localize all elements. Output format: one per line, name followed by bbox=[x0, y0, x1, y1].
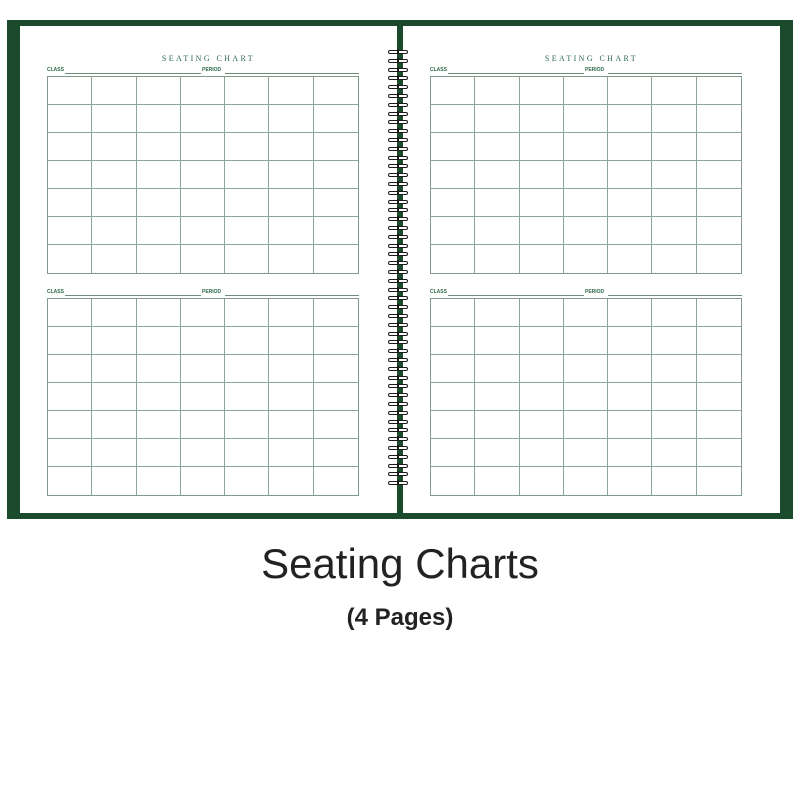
seat-cell bbox=[564, 411, 608, 439]
seat-cell bbox=[48, 133, 92, 161]
spiral-coil bbox=[388, 252, 408, 256]
seat-cell bbox=[225, 327, 269, 355]
seat-cell bbox=[314, 355, 358, 383]
spiral-coil bbox=[388, 226, 408, 230]
seating-chart-section bbox=[47, 66, 359, 74]
spiral-coil bbox=[388, 68, 408, 72]
seat-cell bbox=[181, 189, 225, 217]
chart-fields bbox=[47, 288, 359, 296]
seat-cell bbox=[269, 411, 313, 439]
seat-cell bbox=[431, 383, 475, 411]
seat-cell bbox=[608, 217, 652, 245]
seat-cell bbox=[652, 161, 696, 189]
seat-cell bbox=[314, 411, 358, 439]
seat-cell bbox=[520, 161, 564, 189]
spiral-coil bbox=[388, 323, 408, 327]
seat-cell bbox=[92, 299, 136, 327]
seat-cell bbox=[48, 217, 92, 245]
spiral-coil bbox=[388, 235, 408, 239]
class-line bbox=[65, 295, 201, 296]
seating-chart-section bbox=[430, 66, 742, 74]
spiral-coil bbox=[388, 261, 408, 265]
spiral-coil bbox=[388, 200, 408, 204]
seat-cell bbox=[652, 355, 696, 383]
seat-cell bbox=[314, 217, 358, 245]
period-label: PERIOD bbox=[202, 67, 222, 73]
spiral-coil bbox=[388, 393, 408, 397]
spiral-coil bbox=[388, 420, 408, 424]
seat-cell bbox=[269, 77, 313, 105]
seat-cell bbox=[314, 133, 358, 161]
seat-cell bbox=[269, 105, 313, 133]
seat-cell bbox=[225, 161, 269, 189]
seat-cell bbox=[475, 77, 519, 105]
spiral-coil bbox=[388, 481, 408, 485]
seat-cell bbox=[48, 411, 92, 439]
seat-cell bbox=[269, 383, 313, 411]
spiral-coil bbox=[388, 332, 408, 336]
seat-cell bbox=[269, 355, 313, 383]
seat-cell bbox=[652, 439, 696, 467]
seat-cell bbox=[520, 383, 564, 411]
seat-cell bbox=[137, 133, 181, 161]
spiral-coil bbox=[388, 59, 408, 63]
seat-cell bbox=[225, 467, 269, 495]
seat-cell bbox=[608, 161, 652, 189]
seat-cell bbox=[92, 77, 136, 105]
seat-cell bbox=[697, 327, 741, 355]
seat-cell bbox=[652, 217, 696, 245]
left-page bbox=[20, 26, 397, 513]
seat-cell bbox=[697, 439, 741, 467]
chart-fields bbox=[47, 66, 359, 74]
seat-cell bbox=[564, 105, 608, 133]
seat-cell bbox=[269, 439, 313, 467]
seat-cell bbox=[431, 327, 475, 355]
seat-cell bbox=[137, 245, 181, 273]
class-label: CLASS bbox=[47, 289, 64, 295]
seat-cell bbox=[697, 467, 741, 495]
seat-cell bbox=[48, 383, 92, 411]
class-line bbox=[448, 295, 584, 296]
seat-cell bbox=[48, 245, 92, 273]
seat-cell bbox=[564, 161, 608, 189]
spiral-coil bbox=[388, 244, 408, 248]
seat-cell bbox=[431, 467, 475, 495]
spiral-coil bbox=[388, 156, 408, 160]
seat-cell bbox=[608, 355, 652, 383]
spiral-coil bbox=[388, 270, 408, 274]
seat-cell bbox=[181, 439, 225, 467]
seat-cell bbox=[652, 327, 696, 355]
spiral-coil bbox=[388, 288, 408, 292]
seat-cell bbox=[475, 245, 519, 273]
spiral-coil bbox=[388, 85, 408, 89]
seating-grid bbox=[430, 76, 742, 274]
seat-cell bbox=[431, 245, 475, 273]
spiral-coil bbox=[388, 455, 408, 459]
seat-cell bbox=[608, 299, 652, 327]
seat-cell bbox=[181, 327, 225, 355]
spiral-coil bbox=[388, 279, 408, 283]
seat-cell bbox=[92, 105, 136, 133]
class-label: CLASS bbox=[430, 289, 447, 295]
seat-cell bbox=[431, 189, 475, 217]
seat-cell bbox=[652, 189, 696, 217]
spiral-binding bbox=[384, 50, 412, 490]
seat-cell bbox=[520, 245, 564, 273]
seat-cell bbox=[520, 217, 564, 245]
seat-cell bbox=[697, 133, 741, 161]
seat-cell bbox=[48, 355, 92, 383]
period-label: PERIOD bbox=[585, 289, 605, 295]
page-title: SEATING CHART bbox=[544, 54, 639, 63]
seat-cell bbox=[564, 217, 608, 245]
seat-cell bbox=[652, 77, 696, 105]
seat-cell bbox=[697, 105, 741, 133]
seat-cell bbox=[697, 245, 741, 273]
spiral-coil bbox=[388, 112, 408, 116]
seat-cell bbox=[225, 77, 269, 105]
seat-cell bbox=[475, 299, 519, 327]
seat-cell bbox=[269, 327, 313, 355]
spiral-coil bbox=[388, 349, 408, 353]
seat-cell bbox=[475, 355, 519, 383]
seat-cell bbox=[92, 467, 136, 495]
seat-cell bbox=[564, 299, 608, 327]
spiral-coil bbox=[388, 103, 408, 107]
seat-cell bbox=[564, 327, 608, 355]
seat-cell bbox=[225, 217, 269, 245]
spiral-coil bbox=[388, 173, 408, 177]
seat-cell bbox=[608, 467, 652, 495]
seat-cell bbox=[137, 411, 181, 439]
seat-cell bbox=[520, 189, 564, 217]
seat-cell bbox=[608, 439, 652, 467]
seat-cell bbox=[608, 77, 652, 105]
seat-cell bbox=[137, 355, 181, 383]
spiral-coil bbox=[388, 437, 408, 441]
spiral-coil bbox=[388, 428, 408, 432]
seat-cell bbox=[475, 327, 519, 355]
seat-cell bbox=[181, 383, 225, 411]
spiral-coil bbox=[388, 94, 408, 98]
seat-cell bbox=[520, 439, 564, 467]
seating-chart-section bbox=[47, 288, 359, 296]
seat-cell bbox=[225, 299, 269, 327]
seat-cell bbox=[137, 327, 181, 355]
seat-cell bbox=[225, 383, 269, 411]
seat-cell bbox=[431, 355, 475, 383]
seating-grid bbox=[430, 298, 742, 496]
spiral-coil bbox=[388, 446, 408, 450]
spiral-coil bbox=[388, 340, 408, 344]
seat-cell bbox=[431, 105, 475, 133]
caption-title: Seating Charts bbox=[261, 540, 539, 587]
seat-cell bbox=[225, 245, 269, 273]
seat-cell bbox=[697, 411, 741, 439]
period-line bbox=[225, 295, 359, 296]
spiral-coil bbox=[388, 402, 408, 406]
seat-cell bbox=[269, 245, 313, 273]
seat-cell bbox=[48, 105, 92, 133]
right-page bbox=[403, 26, 780, 513]
seat-cell bbox=[564, 245, 608, 273]
seat-cell bbox=[48, 327, 92, 355]
seat-cell bbox=[92, 217, 136, 245]
seat-cell bbox=[608, 189, 652, 217]
seat-cell bbox=[475, 411, 519, 439]
spiral-coil bbox=[388, 208, 408, 212]
seat-cell bbox=[520, 299, 564, 327]
seating-chart-section bbox=[430, 288, 742, 296]
spiral-coil bbox=[388, 50, 408, 54]
spiral-coil bbox=[388, 164, 408, 168]
seat-cell bbox=[652, 105, 696, 133]
class-label: CLASS bbox=[47, 67, 64, 73]
spiral-coil bbox=[388, 358, 408, 362]
period-label: PERIOD bbox=[585, 67, 605, 73]
spiral-coil bbox=[388, 191, 408, 195]
class-label: CLASS bbox=[430, 67, 447, 73]
seat-cell bbox=[431, 161, 475, 189]
seat-cell bbox=[181, 299, 225, 327]
seat-cell bbox=[225, 105, 269, 133]
seat-cell bbox=[48, 77, 92, 105]
seat-cell bbox=[475, 105, 519, 133]
seat-cell bbox=[697, 355, 741, 383]
spiral-coil bbox=[388, 376, 408, 380]
seat-cell bbox=[137, 77, 181, 105]
seat-cell bbox=[608, 133, 652, 161]
seat-cell bbox=[181, 77, 225, 105]
seat-cell bbox=[314, 161, 358, 189]
spiral-coil bbox=[388, 464, 408, 468]
seat-cell bbox=[697, 383, 741, 411]
seat-cell bbox=[431, 411, 475, 439]
seat-cell bbox=[181, 355, 225, 383]
seat-cell bbox=[314, 383, 358, 411]
seat-cell bbox=[652, 467, 696, 495]
seat-cell bbox=[92, 439, 136, 467]
seat-cell bbox=[269, 217, 313, 245]
seat-cell bbox=[48, 467, 92, 495]
seat-cell bbox=[520, 133, 564, 161]
seat-cell bbox=[314, 299, 358, 327]
spiral-coil bbox=[388, 120, 408, 124]
seat-cell bbox=[564, 77, 608, 105]
seat-cell bbox=[225, 411, 269, 439]
spiral-coil bbox=[388, 472, 408, 476]
seat-cell bbox=[314, 439, 358, 467]
seat-cell bbox=[225, 439, 269, 467]
page-title: SEATING CHART bbox=[161, 54, 256, 63]
seat-cell bbox=[520, 467, 564, 495]
seat-cell bbox=[48, 439, 92, 467]
seating-grid bbox=[47, 76, 359, 274]
seat-cell bbox=[181, 411, 225, 439]
spiral-coil bbox=[388, 384, 408, 388]
seat-cell bbox=[314, 105, 358, 133]
seat-cell bbox=[520, 411, 564, 439]
class-line bbox=[65, 73, 201, 74]
seat-cell bbox=[181, 161, 225, 189]
seating-grid bbox=[47, 298, 359, 496]
seat-cell bbox=[564, 133, 608, 161]
seat-cell bbox=[475, 189, 519, 217]
seat-cell bbox=[475, 217, 519, 245]
chart-fields bbox=[430, 288, 742, 296]
period-label: PERIOD bbox=[202, 289, 222, 295]
spiral-coil bbox=[388, 147, 408, 151]
period-line bbox=[225, 73, 359, 74]
seat-cell bbox=[92, 411, 136, 439]
seat-cell bbox=[92, 133, 136, 161]
seat-cell bbox=[652, 383, 696, 411]
seat-cell bbox=[225, 189, 269, 217]
seat-cell bbox=[181, 467, 225, 495]
seat-cell bbox=[48, 161, 92, 189]
seat-cell bbox=[269, 467, 313, 495]
seat-cell bbox=[564, 189, 608, 217]
seat-cell bbox=[92, 245, 136, 273]
seat-cell bbox=[520, 105, 564, 133]
seat-cell bbox=[652, 245, 696, 273]
seat-cell bbox=[475, 439, 519, 467]
seat-cell bbox=[564, 467, 608, 495]
seat-cell bbox=[608, 245, 652, 273]
spiral-coil bbox=[388, 411, 408, 415]
seat-cell bbox=[475, 133, 519, 161]
seat-cell bbox=[225, 133, 269, 161]
seat-cell bbox=[225, 355, 269, 383]
period-line bbox=[608, 295, 742, 296]
seat-cell bbox=[269, 299, 313, 327]
seat-cell bbox=[314, 467, 358, 495]
seat-cell bbox=[137, 189, 181, 217]
seat-cell bbox=[181, 105, 225, 133]
seat-cell bbox=[608, 105, 652, 133]
spiral-coil bbox=[388, 314, 408, 318]
seat-cell bbox=[269, 133, 313, 161]
chart-fields bbox=[430, 66, 742, 74]
seat-cell bbox=[475, 383, 519, 411]
spiral-coil bbox=[388, 138, 408, 142]
seat-cell bbox=[697, 189, 741, 217]
seat-cell bbox=[564, 383, 608, 411]
spiral-coil bbox=[388, 129, 408, 133]
seat-cell bbox=[92, 355, 136, 383]
seat-cell bbox=[652, 411, 696, 439]
spiral-coil bbox=[388, 305, 408, 309]
seat-cell bbox=[181, 133, 225, 161]
class-line bbox=[448, 73, 584, 74]
seat-cell bbox=[314, 245, 358, 273]
spiral-coil bbox=[388, 367, 408, 371]
period-line bbox=[608, 73, 742, 74]
seat-cell bbox=[92, 189, 136, 217]
seat-cell bbox=[475, 467, 519, 495]
caption-subtitle: (4 Pages) bbox=[346, 604, 454, 631]
seat-cell bbox=[137, 105, 181, 133]
seat-cell bbox=[564, 439, 608, 467]
seat-cell bbox=[181, 245, 225, 273]
spiral-coil bbox=[388, 217, 408, 221]
seat-cell bbox=[269, 161, 313, 189]
spiral-coil bbox=[388, 296, 408, 300]
seat-cell bbox=[431, 217, 475, 245]
seat-cell bbox=[652, 299, 696, 327]
seat-cell bbox=[137, 299, 181, 327]
seat-cell bbox=[697, 77, 741, 105]
seat-cell bbox=[137, 383, 181, 411]
seat-cell bbox=[697, 161, 741, 189]
spiral-coil bbox=[388, 76, 408, 80]
seat-cell bbox=[92, 327, 136, 355]
seat-cell bbox=[181, 217, 225, 245]
seat-cell bbox=[431, 77, 475, 105]
seat-cell bbox=[48, 299, 92, 327]
seat-cell bbox=[48, 189, 92, 217]
spiral-coil bbox=[388, 182, 408, 186]
seat-cell bbox=[608, 411, 652, 439]
seat-cell bbox=[520, 327, 564, 355]
seat-cell bbox=[137, 161, 181, 189]
seat-cell bbox=[431, 133, 475, 161]
seat-cell bbox=[137, 217, 181, 245]
seat-cell bbox=[92, 161, 136, 189]
seat-cell bbox=[314, 327, 358, 355]
seat-cell bbox=[475, 161, 519, 189]
seat-cell bbox=[697, 217, 741, 245]
seat-cell bbox=[269, 189, 313, 217]
seat-cell bbox=[431, 299, 475, 327]
seat-cell bbox=[92, 383, 136, 411]
seat-cell bbox=[697, 299, 741, 327]
seat-cell bbox=[314, 189, 358, 217]
seat-cell bbox=[137, 467, 181, 495]
seat-cell bbox=[564, 355, 608, 383]
seat-cell bbox=[608, 327, 652, 355]
seat-cell bbox=[137, 439, 181, 467]
seat-cell bbox=[652, 133, 696, 161]
seat-cell bbox=[520, 355, 564, 383]
seat-cell bbox=[520, 77, 564, 105]
seat-cell bbox=[314, 77, 358, 105]
seat-cell bbox=[431, 439, 475, 467]
seat-cell bbox=[608, 383, 652, 411]
